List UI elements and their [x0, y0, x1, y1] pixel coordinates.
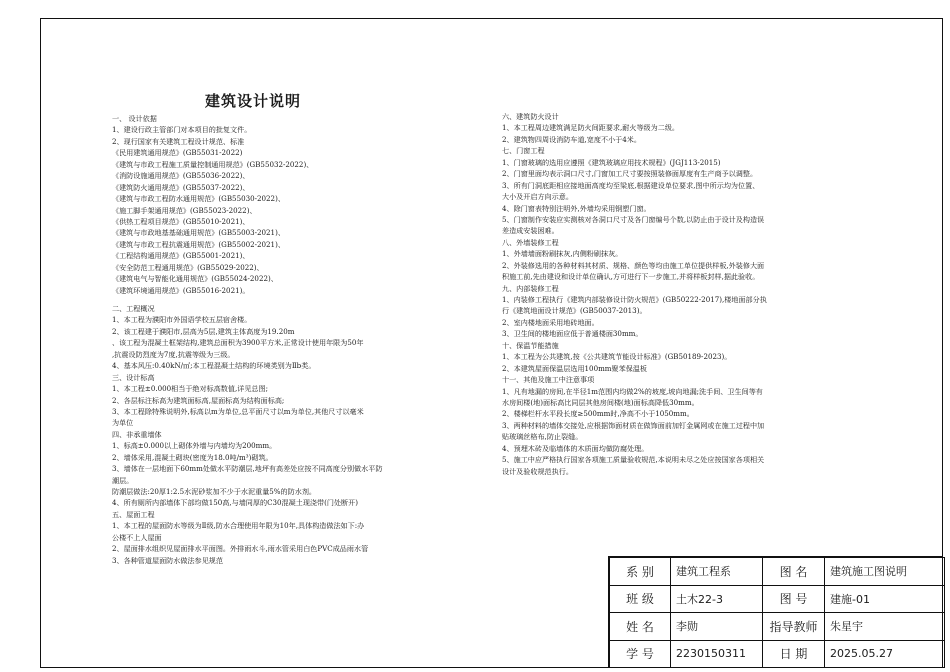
text-line: 公楼不上人屋面 — [112, 532, 162, 542]
text-line: 《施工脚手架通用规范》(GB55023-2022)、 — [112, 205, 257, 215]
text-line: 贴玻璃丝格布,防止裂缝。 — [502, 432, 583, 442]
text-line: 3、本工程除特殊说明外,标高以m为单位,总平面尺寸以m为单位,其他尺寸以毫米 — [112, 406, 364, 416]
text-line: 设计及验收规范执行。 — [502, 466, 573, 476]
date-value: 2025.05.27 — [825, 640, 945, 668]
text-line: 行《建筑地面设计规范》(GB50037-2013)。 — [502, 306, 647, 316]
text-line: 2、墙体采用,混凝土砌块(密度为18.0吨/m³)砌筑。 — [112, 452, 273, 462]
text-line: 2、楼梯栏杆水平段长度≥500mm时,净高不小于1050mm。 — [502, 409, 694, 419]
text-line: ,抗震设防烈度为7度,抗震等级为三级。 — [112, 349, 235, 359]
class-value: 土木22-3 — [671, 585, 763, 613]
text-line: 一、 设计依据 — [112, 114, 157, 123]
text-line: 2、屋面排水组织见屋面排水平面图。外排雨水斗,雨水管采用白色PVC成品雨水管 — [112, 544, 369, 554]
title-block-table — [609, 557, 945, 668]
date-label: 日 期 — [763, 640, 825, 668]
text-line: 大小及开启方向示意。 — [502, 192, 573, 202]
text-line: 1、建设行政主管部门对本项目的批复文件。 — [112, 125, 252, 135]
dept-label: 系 别 — [610, 558, 671, 586]
page-title: 建筑设计说明 — [205, 92, 302, 110]
text-line: 九、内部装修工程 — [502, 283, 559, 293]
text-line: 、该工程为混凝土框架结构,建筑总面积为3900平方米,正常设计使用年限为50年 — [112, 338, 364, 348]
text-line: 水房间楼(地)面标高比同层其他房间楼(地)面标高降低30mm。 — [502, 397, 699, 407]
title-block — [608, 556, 943, 668]
text-line: 为单位 — [112, 418, 134, 428]
text-line: 2、门窗里面均表示洞口尺寸,门窗加工尺寸要按照装修面厚度有生产商予以调整。 — [502, 169, 758, 179]
text-line: 1、本工程周边建筑满足防火间距要求,耐火等级为二级。 — [502, 123, 680, 133]
student-id-label: 学 号 — [610, 640, 671, 668]
text-line: 1、本工程为濮阳市外国语学校五层宿舍楼。 — [112, 315, 252, 325]
text-line: 3、所有门洞底距相应接地面高度均至梁底,根据建设单位要求,图中所示均为位置、 — [502, 180, 760, 190]
text-line: 《供热工程项目规范》(GB55010-2021)、 — [112, 216, 250, 226]
drawing-number-label: 图 号 — [763, 585, 825, 613]
text-line: 潮层。 — [112, 475, 134, 485]
text-line: 三、设计标高 — [112, 372, 155, 382]
text-line: 《消防设施通用规范》(GB55036-2022)、 — [112, 171, 250, 181]
text-line: 《建筑环境通用规范》(GB55016-2021)。 — [112, 285, 250, 295]
text-line: 2、现行国家有关建筑工程设计规范、标准 — [112, 136, 245, 146]
text-line: 5、施工中应严格执行国家各项施工质量验收规范,本说明未尽之处应按国家各项相关 — [502, 455, 765, 465]
text-line: 4、预埋木砖及临墙体的木质面均做防腐处理。 — [502, 443, 649, 453]
title-block-row — [610, 640, 945, 668]
text-line: 2、各层标注标高为建筑面标高,屋面标高为结构面标高; — [112, 395, 285, 405]
text-line: 《民用建筑通用规范》(GB55031-2022) — [112, 148, 243, 158]
text-line: 四、非承重墙体 — [112, 429, 162, 439]
drawing-number-value: 建施-01 — [825, 585, 945, 613]
title-block-row — [610, 613, 945, 641]
text-line: 1、本工程±0.000相当于绝对标高数值,详见总图; — [112, 384, 269, 394]
text-line: 2、本建筑屋面保温层选用100mm聚苯保温板 — [502, 363, 648, 373]
text-line: 《建筑与市政工程抗震通用规范》(GB55002-2021)、 — [112, 239, 285, 249]
text-line: 《建筑防火通用规范》(GB55037-2022)、 — [112, 182, 250, 192]
text-line: 六、建筑防火设计 — [502, 112, 559, 121]
text-line: 4、除门窗表特别注明外,外墙均采用钢塑门窗。 — [502, 203, 651, 213]
text-line: 1、标高±0.000以上砌体外墙与内墙均为200mm。 — [112, 441, 277, 451]
text-line: 《工程结构通用规范》(GB55001-2021)、 — [112, 251, 250, 261]
title-block-row — [610, 585, 945, 613]
text-line: 1、本工程的屋面防水等级为Ⅱ级,防水合理使用年限为10年,具体构造做法如下:办 — [112, 521, 365, 531]
text-line: 2、该工程建于濮阳市,层高为5层,建筑主体高度为19.20m — [112, 326, 295, 336]
spacer — [112, 296, 480, 303]
right-column-text — [502, 111, 894, 477]
advisor-value: 朱星宇 — [825, 613, 945, 641]
advisor-label: 指导教师 — [763, 613, 825, 641]
text-line: 1、本工程为公共建筑,按《公共建筑节能设计标准》(GB50189-2023)。 — [502, 352, 732, 362]
title-block-row — [610, 558, 945, 586]
text-line: 《建筑与市政工程施工质量控制通用规范》(GB55032-2022)、 — [112, 159, 314, 169]
text-line: 二、工程概况 — [112, 304, 155, 313]
text-line: 1、外墙墙面粉刷抹灰,内侧粉刷抹灰。 — [502, 249, 623, 259]
text-line: 4、所有厕所内部墙体下部均做150高,与墙同厚的C30混凝土现浇带(门处断开) — [112, 498, 359, 508]
class-label: 班 级 — [610, 585, 671, 613]
student-id-value: 2230150311 — [671, 640, 763, 668]
text-line: 5、门窗制作安装应实测核对各洞口尺寸及各门窗编号个数,以防止由于设计及构造误 — [502, 214, 765, 224]
left-column-text — [112, 113, 480, 566]
text-line: 1、门窗玻璃的选用应遵照《建筑玻璃应用技术规程》(JGJ113-2015) — [502, 157, 721, 167]
text-line: 3、各种管道屋面防水做法参见规范 — [112, 555, 223, 565]
text-line: 防潮层做法:20厚1:2.5水泥砂浆加不少于水泥重量5%的防水剂。 — [112, 487, 317, 496]
text-line: 2、室内楼地面采用地砖地面。 — [502, 317, 599, 327]
text-line: 3、两种材料的墙体交接处,应根据饰面材质在做饰面前加钉金属网或在施工过程中加 — [502, 420, 765, 430]
text-line: 十、保温节能措施 — [502, 340, 559, 350]
text-line: 积施工前,先由建设和设计单位确认,方可进行下一步施工,并将样板封样,据此验收。 — [502, 272, 760, 282]
text-line: 八、外墙装修工程 — [502, 237, 559, 247]
text-line: 1、内装修工程执行《建筑内部装修设计防火规范》(GB50222-2017),楼地面部分执 — [502, 295, 767, 304]
text-line: 3、墙体在一层地面下60mm处做水平防潮层,地坪有高差处应按不同高度分别做水平防 — [112, 464, 383, 474]
text-line: 七、门窗工程 — [502, 146, 545, 156]
text-line: 2、外装修选用的各种材料其材质、规格、颜色等均由施工单位提供样板,外装修大面 — [502, 260, 765, 270]
text-line: 1、凡有地漏的房间,在半径1m范围内均做2%的坡度,坡向地漏;洗手间、卫生间等有 — [502, 386, 763, 396]
text-line: 3、卫生间的楼地面应低于普通楼面30mm。 — [502, 329, 643, 339]
name-value: 李勋 — [671, 613, 763, 641]
text-line: 《建筑与市政工程防水通用规范》(GB55030-2022)、 — [112, 194, 285, 204]
text-line: 《建筑与市政地基基础通用规范》(GB55003-2021)、 — [112, 228, 285, 238]
text-line: 十一、其他及施工中注意事项 — [502, 375, 595, 385]
text-line: 4、基本风压:0.40kN/㎡;本工程混凝土结构的环境类别为Ⅱb类。 — [112, 361, 316, 371]
text-line: 差造成安装困难。 — [502, 226, 559, 236]
text-line: 2、建筑物四周设消防车道,宽度不小于4米。 — [502, 134, 641, 144]
text-line: 《建筑电气与智能化通用规范》(GB55024-2022)、 — [112, 274, 278, 284]
text-line: 《安全防范工程通用规范》(GB55029-2022)、 — [112, 262, 264, 272]
dept-value: 建筑工程系 — [671, 558, 763, 586]
name-label: 姓 名 — [610, 613, 671, 641]
text-line: 五、屋面工程 — [112, 509, 155, 519]
drawing-name-label: 图 名 — [763, 558, 825, 586]
drawing-name-value: 建筑施工图说明 — [825, 558, 945, 586]
